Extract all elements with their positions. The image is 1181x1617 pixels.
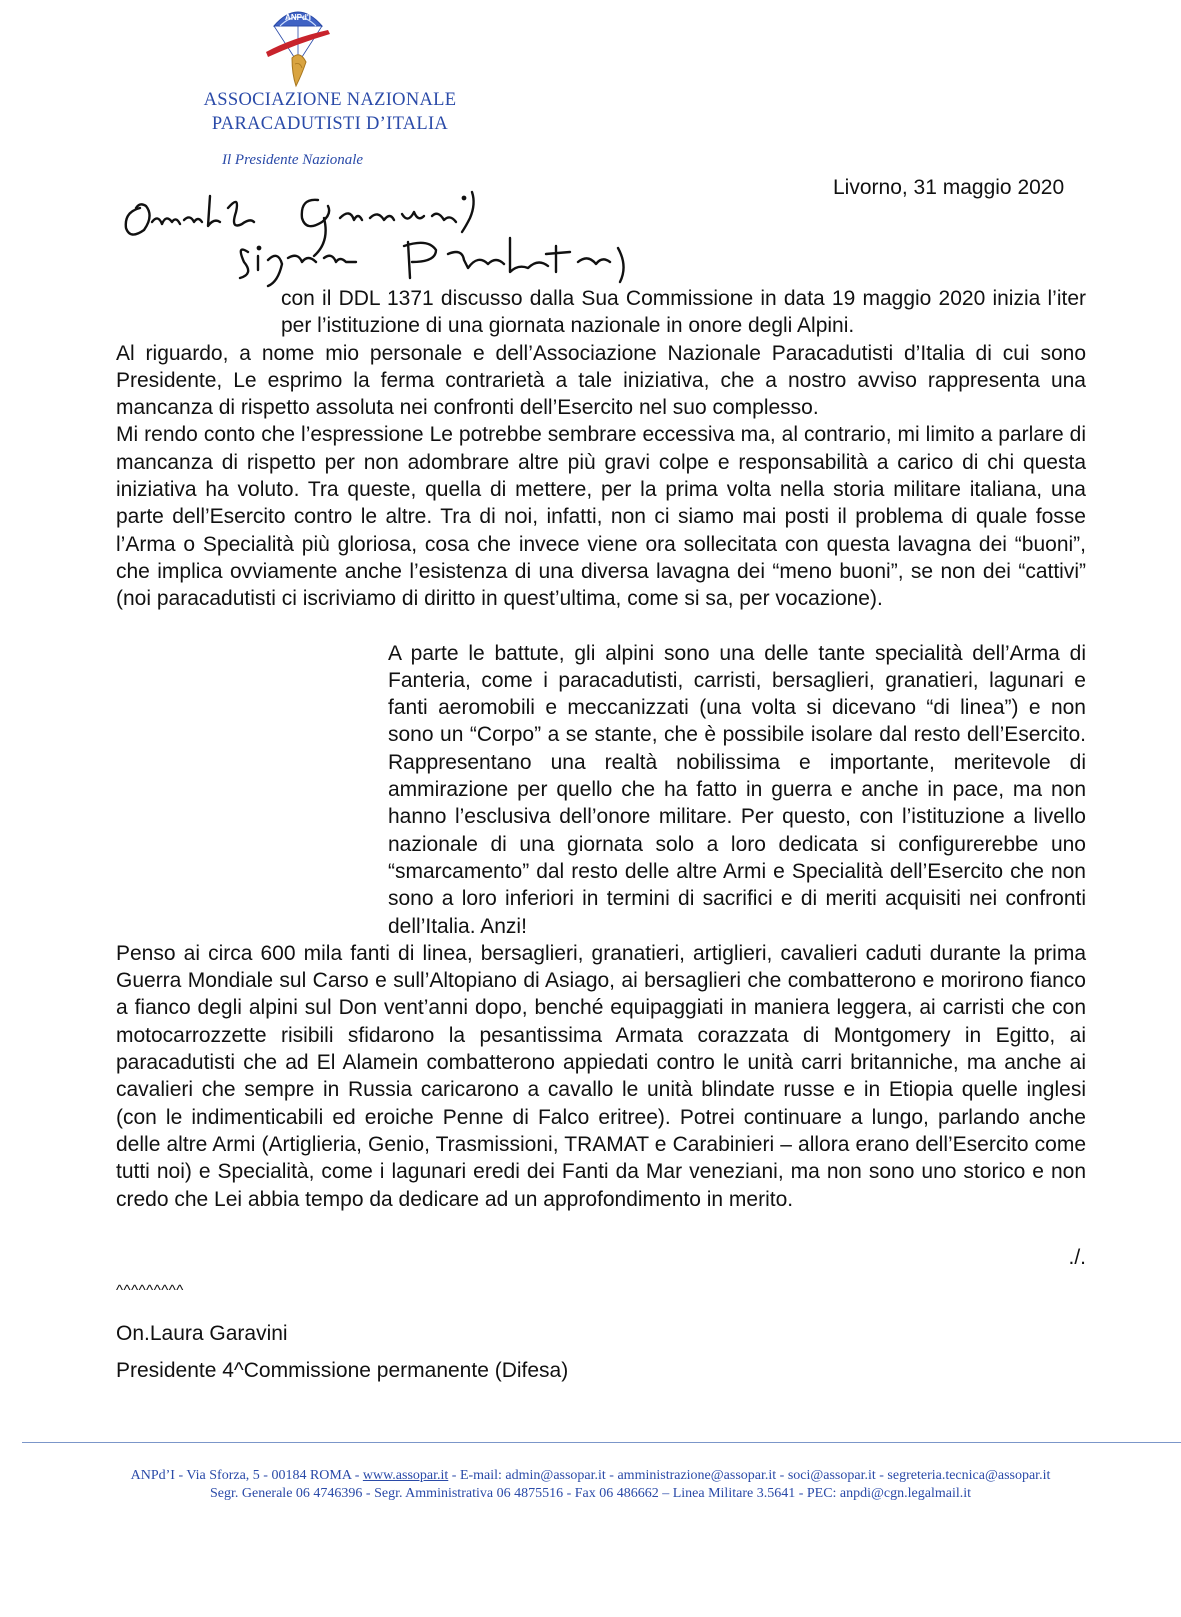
handwritten-salutation	[118, 178, 678, 288]
recipient-title: Presidente 4^Commissione permanente (Difesa)	[116, 1359, 569, 1382]
continuation-mark: ./.	[1068, 1246, 1086, 1269]
letter-date: Livorno, 31 maggio 2020	[833, 176, 1065, 199]
paratrooper-emblem-icon	[262, 2, 334, 88]
separator-marks: ^^^^^^^^^	[116, 1282, 184, 1299]
svg-text:ANPd'I: ANPd'I	[285, 13, 311, 22]
footer-line-1	[0, 1466, 1181, 1485]
recipient-name: On.Laura Garavini	[116, 1322, 288, 1345]
footer-divider	[22, 1442, 1181, 1443]
paragraph-3: Mi rendo conto che l’espressione Le potrebbe sembrare eccessiva ma, al contrario, mi limito a parlare di mancanza di rispetto per non adombrare altre più gravi colpe e responsabilità a carico di chi questa iniziativa ha voluto. Tra queste, quella di mettere, per la prima volta nella storia militare italiana, una parte dell’Esercito contro le altre. Tra di noi, infatti, non ci siamo mai posti il problema di quale fosse l’Arma o Specialità più gloriosa, cosa che invece viene ora sollecitata con questa lavagna dei “buoni”, che implica ovviamente anche l’esistenza di una diversa lavagna dei “meno buoni”, se non dei “cattivi” (noi paracadutisti ci iscriviamo di diritto in quest’ultima, come si sa, per vocazione).	[116, 423, 1086, 611]
sender-role: Il Presidente Nazionale	[222, 152, 364, 168]
paragraph-1: con il DDL 1371 discusso dalla Sua Commissione in data 19 maggio 2020 inizia l’iter per l’istituzione di una giornata nazionale in onore degli Alpini.	[281, 287, 1086, 338]
paragraph-5: Penso ai circa 600 mila fanti di linea, bersaglieri, granatieri, artiglieri, cavalieri caduti durante la prima Guerra Mondiale sul Carso e sull’Altopiano di Asiago, ai bersaglieri che combatterono e morirono fianco a fianco degli alpini sul Don vent’anni dopo, benché equipaggiati in maniera leggera, ai carristi che con motocarrozzette risibili sfidarono la pesantissima Armata corazzata di Montgomery in Egitto, ai paracadutisti che ad El Alamein combatterono appiedati contro le unità carri britanniche, ma anche ai cavalieri che sempre in Russia caricarono a cavallo le unità blindate russe e in Etiopia quelle inglesi (con le indimenticabili ed eroiche Penne di Falco eritree). Potrei continuare a lungo, parlando anche delle altre Armi (Artiglieria, Genio, Trasmissioni, TRAMAT e Carabinieri – allora erano dell’Esercito come tutti noi) e Specialità, come i lagunari eredi dei Fanti da Mar veneziani, ma non sono uno storico e non credo che Lei abbia tempo da dedicare ad un approfondimento in merito.	[116, 941, 1086, 1211]
letter-body	[116, 285, 1086, 1213]
footer-emails: - E-mail: admin@assopar.it - amministrazione@assopar.it - soci@assopar.it - segreteria.tecnica@assopar.it	[448, 1468, 1051, 1483]
footer-line-2: Segr. Generale 06 4746396 - Segr. Amministrativa 06 4875516 - Fax 06 486662 – Linea Militare 3.5641 - PEC: anpdi@cgn.legalmail.it	[210, 1486, 971, 1501]
org-line-2: PARACADUTISTI D’ITALIA	[211, 114, 449, 134]
paragraph-4: A parte le battute, gli alpini sono una delle tante specialità dell’Arma di Fanteria, come i paracadutisti, carristi, bersaglieri, granatieri, lagunari e fanti aeromobili e meccanizzati (una volta si dicevano “di linea”) e non sono un “Corpo” a se stante, che è possibile isolare dal resto dell’Esercito. Rappresentano una realtà nobilissima e importante, meritevole di ammirazione per quello che ha fatto in guerra e anche in pace, ma non hanno l’esclusiva dell’onore militare. Per questo, con l’istituzione a livello nazionale di una giornata solo a loro dedicata si configurerebbe uno “smarcamento” dal resto delle altre Armi e Specialità dell’Esercito che non sono a loro inferiori in termini di sacrifici e di meriti acquisiti nei confronti dell’Italia. Anzi!	[388, 641, 1086, 938]
footer-address: ANPd’I - Via Sforza, 5 - 00184 ROMA -	[130, 1468, 363, 1483]
paragraph-2: Al riguardo, a nome mio personale e dell’Associazione Nazionale Paracadutisti d’Italia di cui sono Presidente, Le esprimo la ferma contrarietà a tale iniziativa, che a nostro avviso rappresenta una mancanza di rispetto assoluta nei confronti dell’Esercito nel suo complesso.	[116, 341, 1086, 420]
organization-name	[150, 88, 510, 136]
footer-website-link[interactable]: www.assopar.it	[362, 1468, 449, 1483]
org-line-1: ASSOCIAZIONE NAZIONALE	[203, 90, 457, 110]
